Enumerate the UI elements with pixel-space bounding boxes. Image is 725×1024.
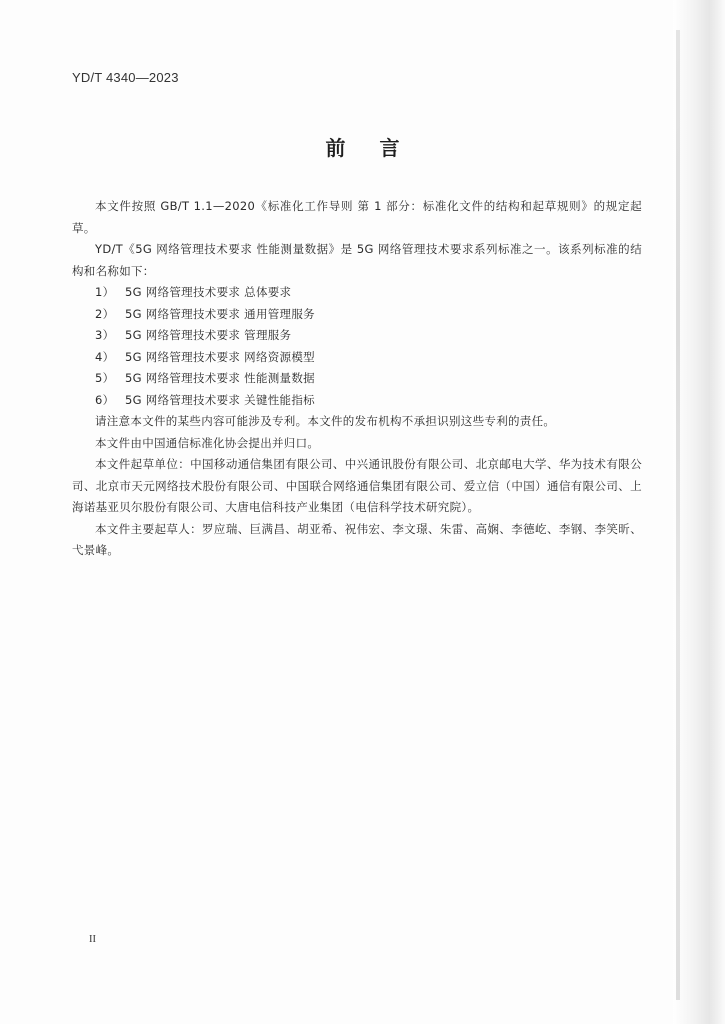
list-item	[72, 304, 642, 326]
list-item-number: 5）	[95, 371, 115, 385]
scan-binding-shadow	[676, 30, 680, 1000]
page-number: II	[89, 934, 96, 945]
list-item	[72, 368, 642, 390]
page-title: 前言	[325, 136, 434, 160]
list-item-text: 5G 网络管理技术要求 管理服务	[125, 328, 292, 342]
paragraph-proposer: 本文件由中国通信标准化协会提出并归口。	[95, 435, 320, 450]
foreword-body	[72, 196, 642, 562]
paragraph-drafters: 本文件主要起草人：罗应瑞、巨满昌、胡亚希、祝伟宏、李文璟、朱雷、高娴、李德屹、李钢、李笑昕、弋景峰。	[72, 521, 642, 557]
list-item	[72, 282, 642, 304]
list-item-number: 1）	[95, 285, 115, 299]
paragraph-patent-notice: 请注意本文件的某些内容可能涉及专利。本文件的发布机构不承担识别这些专利的责任。	[95, 414, 556, 428]
list-item-text: 5G 网络管理技术要求 总体要求	[125, 285, 292, 299]
paragraph-drafting-rules: 本文件按照 GB/T 1.1—2020《标准化工作导则 第 1 部分：标准化文件的结构和起草规则》的规定起草。	[72, 199, 642, 235]
list-item	[72, 390, 642, 412]
list-item-text: 5G 网络管理技术要求 关键性能指标	[125, 392, 315, 407]
paragraph-series-intro: YD/T《5G 网络管理技术要求 性能测量数据》是 5G 网络管理技术要求系列标准之一。该系列标准的结构和名称如下：	[72, 242, 642, 278]
document-code: YD/T 4340—2023	[72, 70, 179, 85]
list-item-text: 5G 网络管理技术要求 网络资源模型	[125, 349, 315, 364]
list-item	[72, 347, 642, 369]
list-item-text: 5G 网络管理技术要求 通用管理服务	[125, 306, 315, 321]
list-item-number: 4）	[95, 349, 115, 364]
list-item-number: 2）	[95, 306, 115, 321]
paragraph-drafting-units: 本文件起草单位：中国移动通信集团有限公司、中兴通讯股份有限公司、北京邮电大学、华为技术有限公司、北京市天元网络技术股份有限公司、中国联合网络通信集团有限公司、爱立信（中国）通信有限公司、上海诺基亚贝尔股份有限公司、大唐电信科技产业集团（电信科学技术研究院）。	[72, 457, 642, 514]
list-item-number: 3）	[95, 328, 115, 342]
list-item-number: 6）	[95, 392, 115, 407]
series-list	[72, 282, 642, 411]
list-item	[72, 325, 642, 347]
list-item-text: 5G 网络管理技术要求 性能测量数据	[125, 371, 315, 385]
